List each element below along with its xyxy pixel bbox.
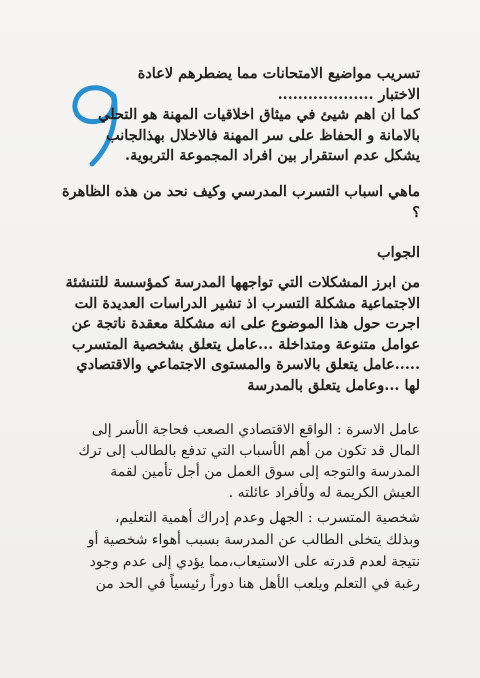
text-line: تسريب مواضيع الامتحانات مما يضطرهم لاعادة: [137, 65, 420, 82]
text-line: المدرسة والتوجه إلى سوق العمل من أجل تأمين لقمة: [110, 464, 420, 480]
text-line: المال قد تكون من أهم الأسباب التي تدفع بالطالب إلى ترك: [78, 443, 420, 459]
family-factor-paragraph: [60, 420, 420, 504]
text-line: رغبة في التعلم ويلعب الأهل هنا دوراً رئيسياً في الحد من: [95, 576, 420, 592]
text-line: لها ...وعامل يتعلق بالمدرسة: [247, 376, 420, 394]
text-line: نتيجة لعدم قدرته على الاستيعاب،مما يؤدي إلى عدم وجود: [89, 554, 420, 570]
text-line: وبذلك يتخلى الطالب عن المدرسة بسبب أهواء شخصية أو: [87, 532, 420, 548]
text-line: عامل الاسرة : الواقع الاقتصادي الصعب فحاجة الأسر إلى: [91, 422, 420, 438]
intro-paragraph: [60, 64, 420, 167]
heading-text: الجواب: [377, 244, 420, 261]
answer-paragraph: [60, 273, 420, 396]
text-line: اجرت حول هذا الموضوع على انه مشكلة معقدة ناتجة عن: [71, 315, 420, 332]
question-paragraph: [60, 182, 420, 223]
text-line: الاجتماعية مشكلة التسرب اذ تشير الدراسات العديدة الت: [74, 294, 420, 312]
text-line: يشكل عدم استقرار بين افراد المجموعة التربوية.: [125, 147, 420, 164]
text-line: شخصية المتسرب : الجهل وعدم إدراك أهمية التعليم،: [115, 510, 420, 526]
text-line: العيش الكريمة له ولأفراد عائلته .: [228, 485, 420, 501]
text-line: بالامانة و الحفاظ على سر المهنة فالاخلال بهذالجانب: [106, 126, 420, 144]
text-line: من ابرز المشكلات التي تواجهها المدرسة كمؤسسة للتنشئة: [65, 274, 420, 291]
text-line: .....عامل يتعلق بالاسرة والمستوى الاجتماعي والاقتصادي: [76, 356, 420, 373]
text-line: كما ان اهم شيئ في ميثاق اخلاقيات المهنة هو التحلي: [98, 106, 420, 123]
text-line: ماهي اسباب التسرب المدرسي وكيف نحد من هذه الظاهرة: [62, 183, 420, 200]
answer-heading: [60, 243, 420, 264]
text-line: ؟: [412, 203, 420, 221]
text-line: الاختبار ...................: [277, 85, 420, 103]
personality-factor-paragraph: [60, 507, 420, 595]
text-line: عوامل متنوعة ومتداخلة ...عامل يتعلق بشخصية المتسرب: [71, 335, 420, 353]
